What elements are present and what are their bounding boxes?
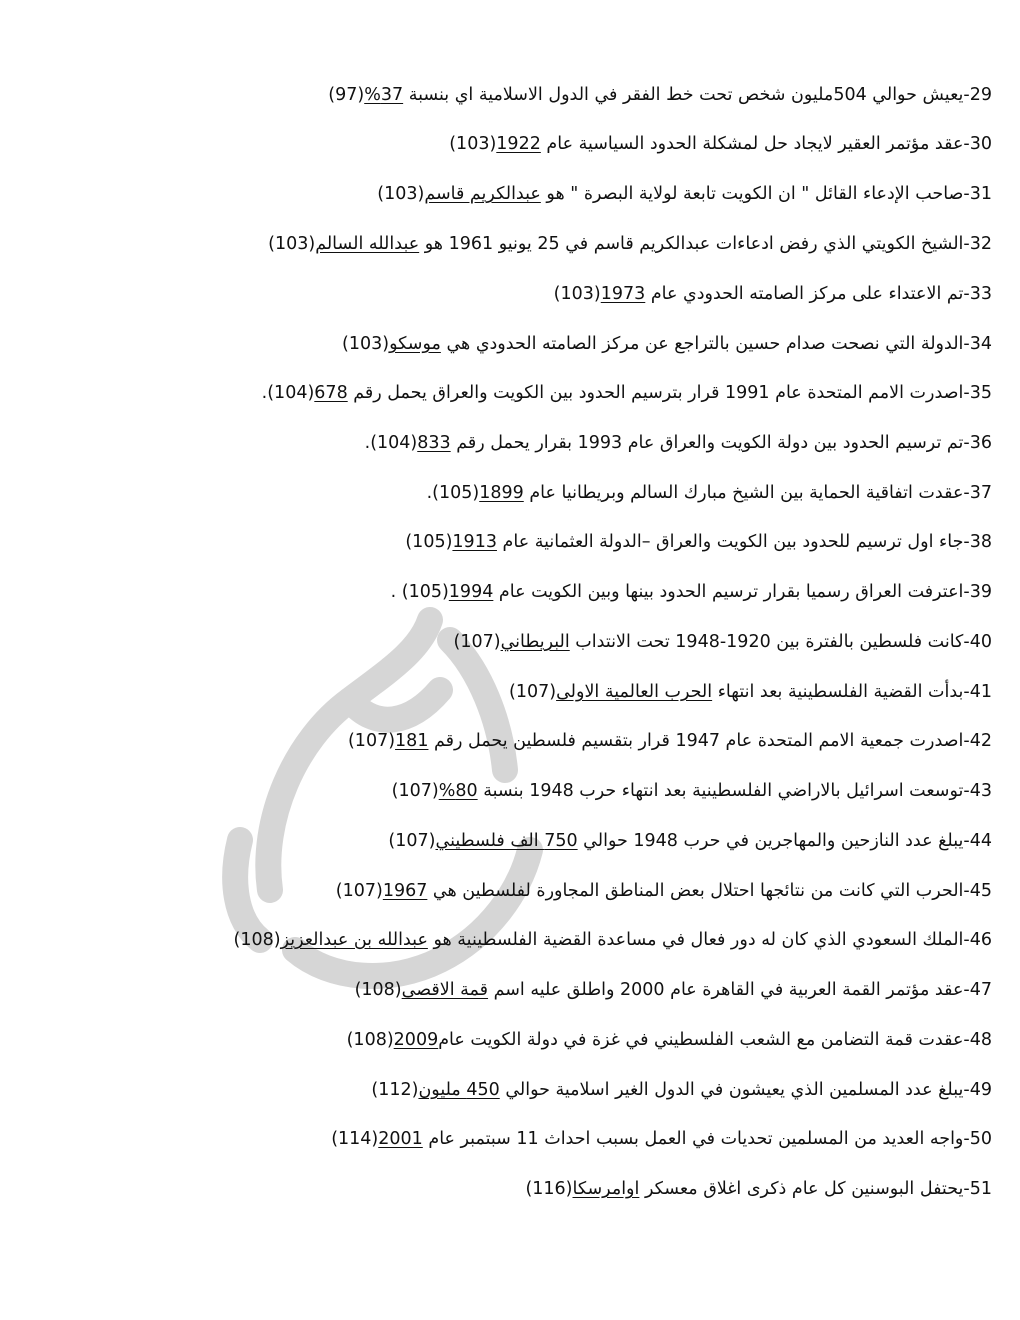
answer: 2009: [393, 1030, 439, 1050]
answer: عبدالكريم قاسم: [424, 184, 541, 204]
answer: 1913: [452, 532, 497, 552]
answer: 1994: [448, 582, 494, 602]
list-item: 38-جاء اول ترسيم للحدود بين الكويت والعراق –الدولة العثمانية عام 1913 (105): [399, 532, 992, 552]
list-item: 33-تم الاعتداء على مركز الصامته الحدودي عام 1973 (103): [548, 284, 992, 304]
answer: 750 الف فلسطيني: [435, 831, 578, 851]
answer: 1967: [382, 881, 428, 901]
list-item: 34-الدولة التي نصحت صدام حسين بالتراجع عن مركز الصامته الحدودي هي موسكو (103): [336, 334, 992, 354]
answer: 833: [417, 433, 451, 453]
list-item: 44-يبلغ عدد النازحين والمهاجرين في حرب 1948 حوالي 750 الف فلسطيني(107): [388, 831, 992, 851]
answer: 1973: [600, 284, 646, 304]
answer: قمة الاقصى: [401, 980, 489, 1000]
list-item: 35-اصدرت الامم المتحدة عام 1991 قرار بترسيم الحدود بين الكويت والعراق يحمل رقم 678.(104): [261, 383, 992, 403]
answer: 181: [395, 731, 429, 751]
answer: موسكو: [389, 334, 441, 354]
answer: الحرب العالمية الاولى: [556, 682, 713, 702]
list-item: 51-يحتفل البوسنين كل عام ذكرى اغلاق معسكر اوامرسكا (116): [519, 1179, 992, 1199]
answer: 1922: [496, 134, 541, 154]
list-item: 50-واجه العديد من المسلمين تحديات في العمل بسبب احداث 11 سبتمبر عام 2001 (114): [325, 1129, 992, 1149]
answer: عبدالله بن عبدالعزيز: [280, 930, 428, 950]
list-item: 29-يعيش حوالي 504مليون شخص تحت خط الفقر في الدول الاسلامية اي بنسبة 37% (97): [322, 85, 992, 105]
list-item: 31-صاحب الإدعاء القائل " ان الكويت تابعة لولاية البصرة " هو عبدالكريم قاسم(103): [377, 184, 992, 204]
answer: 1899: [479, 483, 524, 503]
answer: اوامرسكا: [572, 1179, 640, 1199]
answer: عبدالله السالم: [315, 234, 420, 254]
list-item: 39-اعترفت العراق رسميا بقرار ترسيم الحدود بينها وبين الكويت عام 1994 . (105): [385, 582, 992, 602]
list-item: 43-توسعت اسرائيل بالاراضي الفلسطينية بعد انتهاء حرب 1948 بنسبة 80% (107): [386, 781, 992, 801]
list-item: 47-عقد مؤتمر القمة العربية في القاهرة عام 2000 واطلق عليه اسم قمة الاقصى (108): [349, 980, 992, 1000]
list-item: 40-كانت فلسطين بالفترة بين 1920-1948 تحت الانتداب البريطاني (107): [447, 632, 992, 652]
list-item: 42-اصدرت جمعية الامم المتحدة عام 1947 قرار بتقسيم فلسطين يحمل رقم 181 (107): [342, 731, 992, 751]
list-item: 46-الملك السعودي الذي كان له دور فعال في مساعدة القضية الفلسطينية هو عبدالله بن عبدالعزيز (108): [227, 930, 992, 950]
list-item: 49-يبلغ عدد المسلمين الذي يعيشون في الدول الغير اسلامية حوالي 450 مليون (112): [365, 1080, 992, 1100]
list-item: 30-عقد مؤتمر العقير لايجاد حل لمشكلة الحدود السياسية عام 1922 (103): [443, 134, 992, 154]
list-item: 36-تم ترسيم الحدود بين دولة الكويت والعراق عام 1993 بقرار يحمل رقم 833.(104): [364, 433, 992, 453]
answer: 2001: [378, 1129, 423, 1149]
list-item: 37-عقدت اتفاقية الحماية بين الشيخ مبارك السالم وبريطانيا عام 1899.(105): [426, 483, 992, 503]
answer: 678: [314, 383, 348, 403]
answer: البريطاني: [500, 632, 570, 652]
answer: 450 مليون: [418, 1080, 500, 1100]
list-item: 45-الحرب التي كانت من نتائجها احتلال بعض المناطق المجاورة لفلسطين هي 1967 (107): [330, 881, 992, 901]
list-item: 32-الشيخ الكويتي الذي رفض ادعاءات عبدالكريم قاسم في 25 يونيو 1961 هو عبدالله السالم(103): [268, 234, 992, 254]
answer: 80%: [438, 781, 478, 801]
list-item: 48-عقدت قمة التضامن مع الشعب الفلسطيني في غزة في دولة الكويت عام2009 (108): [341, 1030, 992, 1050]
list-item: 41-بدأت القضية الفلسطينية بعد انتهاء الحرب العالمية الاولى(107): [509, 682, 992, 702]
answer: 37%: [364, 85, 404, 105]
